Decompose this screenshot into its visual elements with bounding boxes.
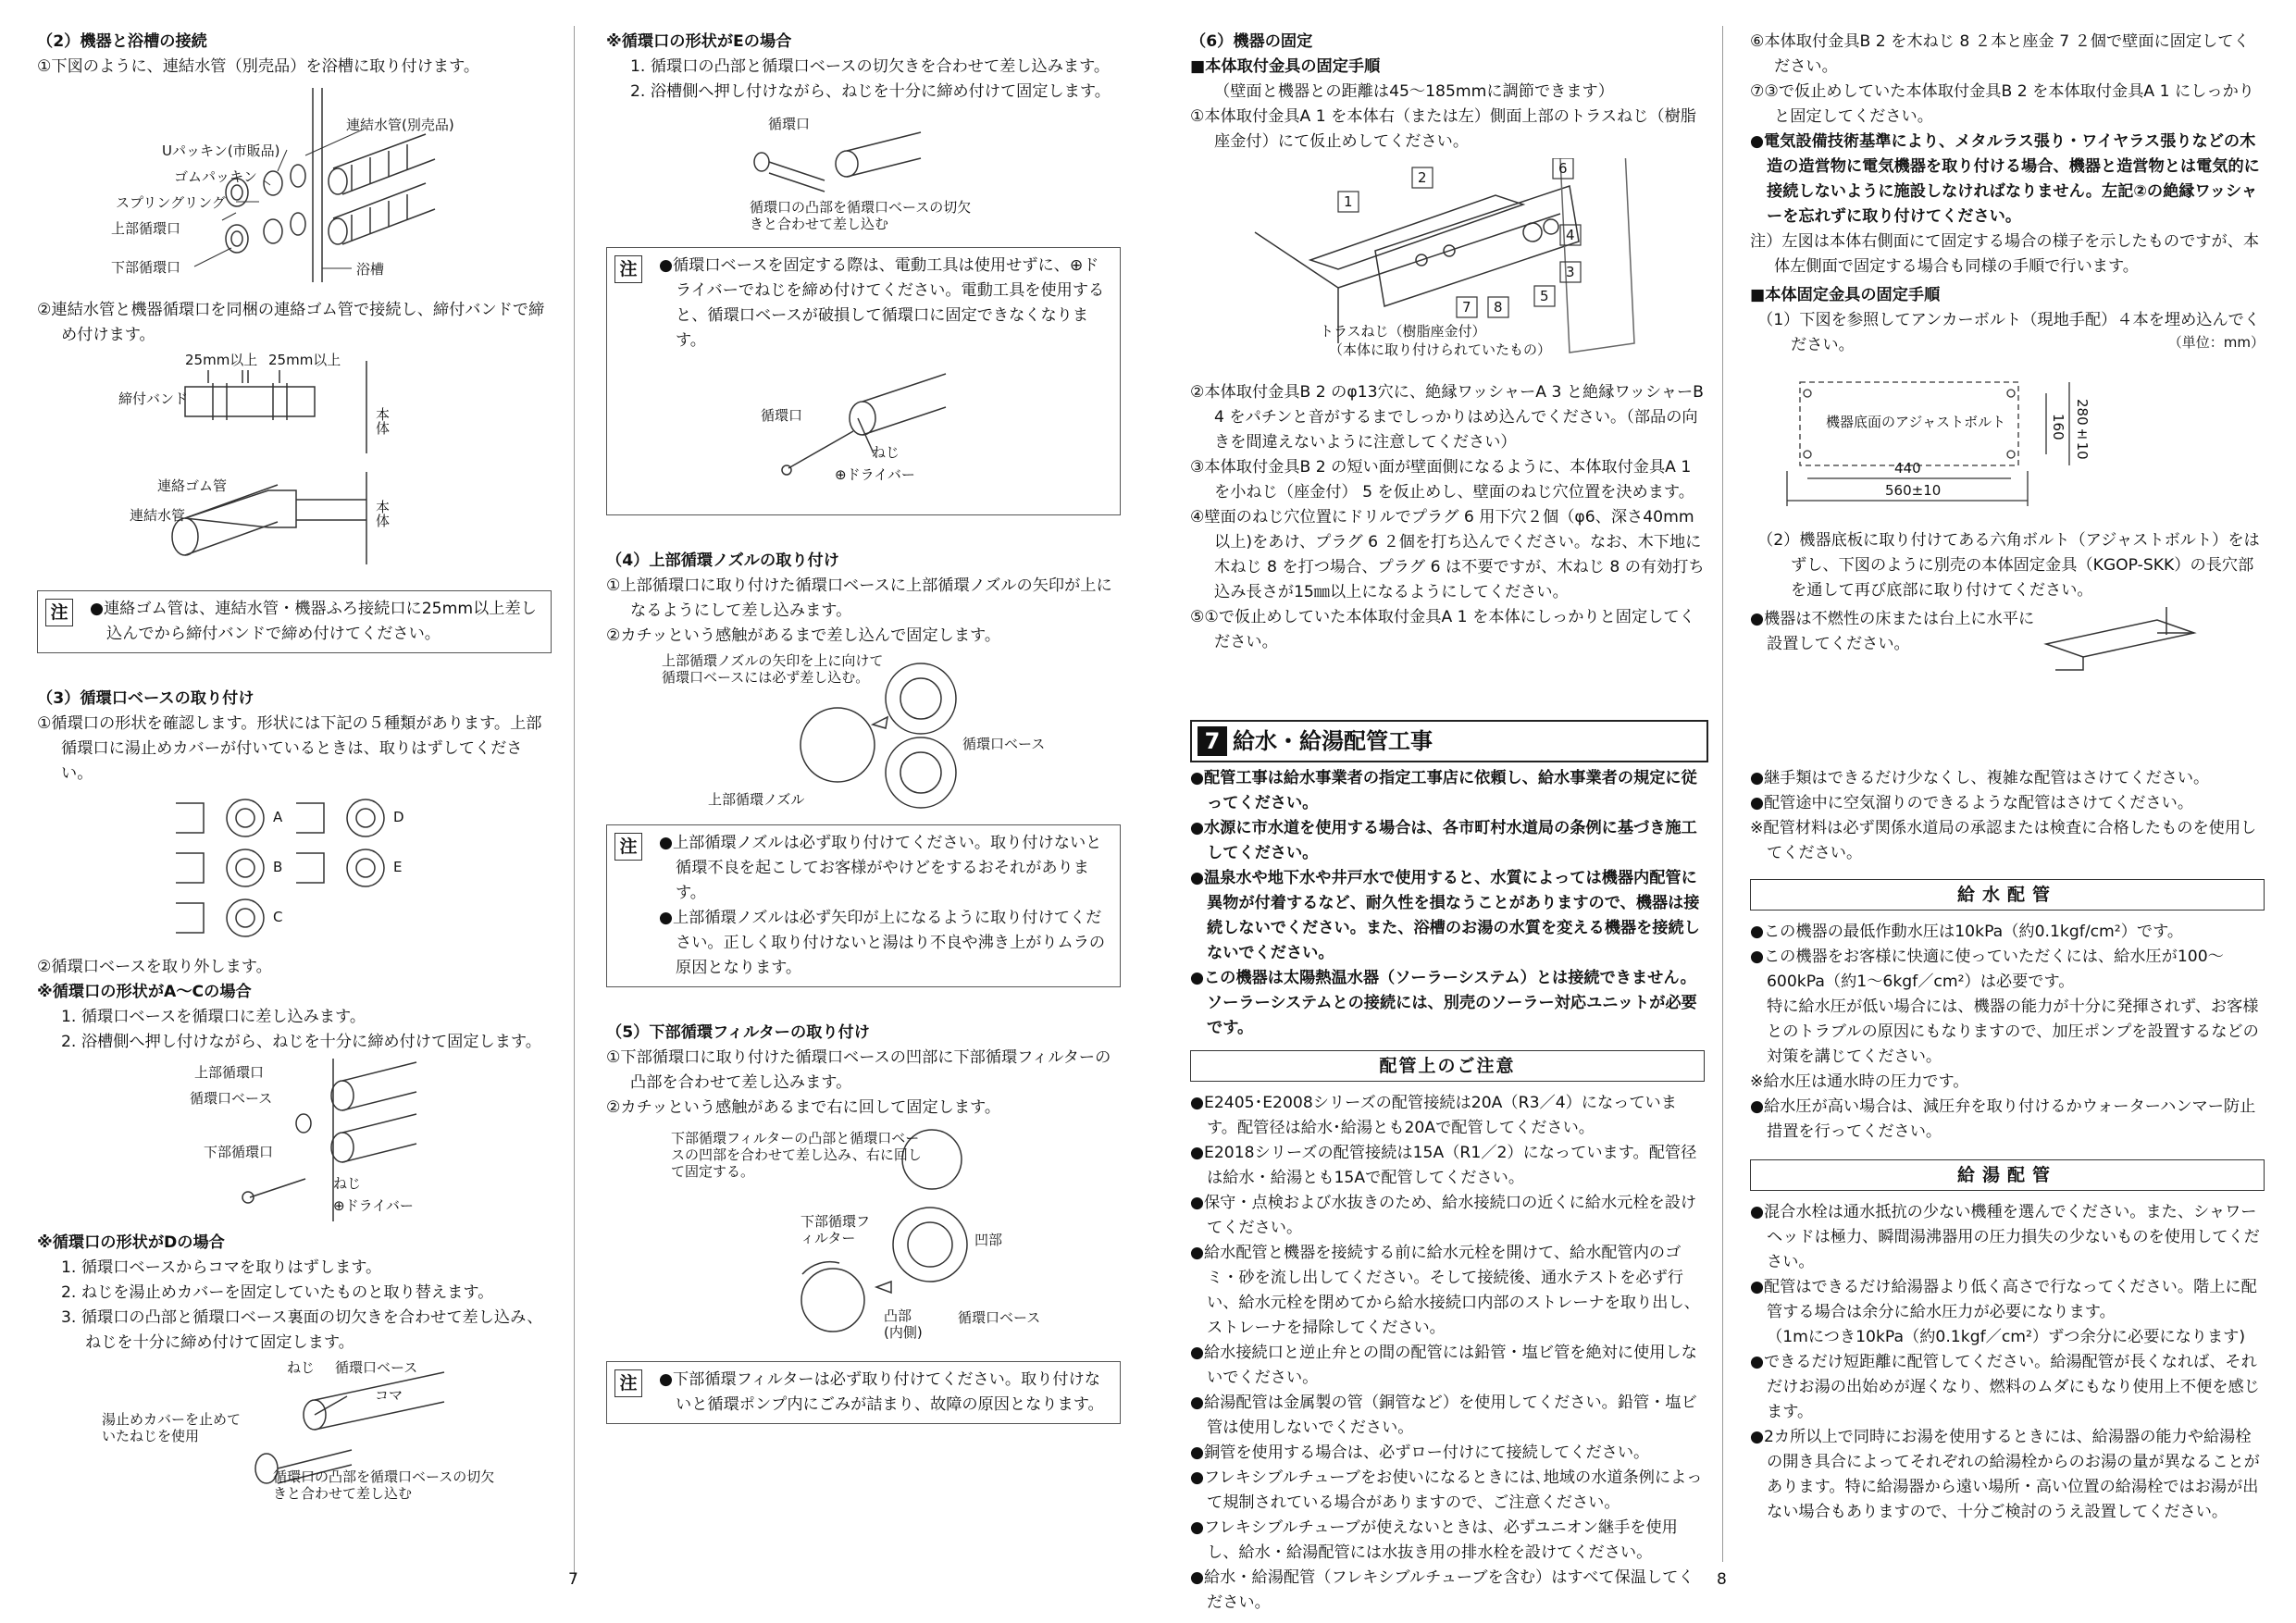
- label-port: 循環口: [768, 116, 811, 132]
- step-text: ③本体取付金具B 2 の短い面が壁面側になるように、本体取付金具A 1 を小ねじ（座金付） 5 を仮止めし、壁面のねじ穴位置を決めます。: [1190, 458, 1694, 502]
- floor-note: ●機器は不燃性の床または台上に水平に設置してください。: [1750, 610, 2035, 653]
- label-band: 締付バンド: [118, 390, 189, 407]
- step-text: ①上部循環口に取り付けた循環口ベースに上部循環ノズルの矢印が上になるようにして差し込みます。: [606, 576, 1112, 620]
- anchor-plan-figure: [1750, 334, 2265, 519]
- label-base: 循環口ベース: [190, 1090, 273, 1107]
- label-renketsu2: 連結水管: [130, 507, 186, 524]
- label-koma: コマ: [375, 1387, 403, 1404]
- step-text: ④壁面のねじ穴位置にドリルでプラグ 6 用下穴２個（φ6、深さ40mm以上)をあけ、プラグ 6 ２個を打ち込んでください。なお、木下地に木ねじ 8 を打つ場合、プラグ 6 は不要ですが、木ねじ 8 の有効打ち込み長さが15㎜以上になるようにしてください。: [1190, 508, 1705, 601]
- caution-item: ●E2018シリーズの配管接続は15A（R1／2）になっています。配管径は給水・給湯とも15Aで配管してください。: [1190, 1144, 1697, 1187]
- box-heading: 配管上のご注意: [1190, 1050, 1705, 1082]
- note-text: ●循環口ベースを固定する際は、電動工具は使用せずに、⊕ドライバーでねじを締め付けてください。電動工具を使用すると、循環口ベースが破損して循環口に固定できなくなります。: [659, 256, 1105, 350]
- step-text: ①本体取付金具A 1 を本体右（または左）側面上部のトラスねじ（樹脂座金付）にて仮止めしてください。: [1190, 107, 1696, 151]
- dim-560: 560±10: [1885, 482, 1942, 499]
- step-text: 2. ねじを湯止めカバーを固定していたものと取り替えます。: [61, 1283, 494, 1302]
- step-text: ⑤①で仮止めしていた本体取付金具A 1 を本体にしっかりと固定してください。: [1190, 608, 1695, 651]
- page7-left-column: [37, 30, 552, 1517]
- subheading: ■本体固定金具の固定手順: [1750, 286, 1941, 304]
- section-title: 給水・給湯配管工事: [1233, 727, 1433, 754]
- step-text: 3. 循環口の凸部と循環口ベース裏面の切欠きを合わせて差し込み、ねじを十分に締め付けて固定します。: [61, 1308, 543, 1352]
- step-text: 1. 循環口ベースを循環口に差し込みます。: [61, 1008, 366, 1026]
- shape-label-d: D: [393, 809, 404, 825]
- step-text: ②連結水管と機器循環口を同梱の連絡ゴム管で接続し、締付バンドで締め付けます。: [37, 301, 545, 344]
- page8-top-left: [1190, 30, 1705, 655]
- note-text: ●上部循環ノズルは必ず取り付けてください。取り付けないと循環不良を起こしてお客様がやけどをするおそれがあります。: [659, 834, 1102, 902]
- water-item: ●この機器の最低作動水圧は10kPa（約0.1kgf/cm²）です。: [1750, 923, 2184, 941]
- anchor-plan-drawing: [1750, 362, 2265, 519]
- hot-water-item: ●できるだけ短距離に配管してください。給湯配管が長くなれば、それだけお湯の出始めが遅くなり、燃料のムダにもなり使用上不便を感じます。: [1750, 1353, 2260, 1421]
- label-nozzle: 上部循環ノズル: [708, 791, 805, 808]
- shape-label-b: B: [273, 859, 283, 875]
- step-text: ⑥本体取付金具B 2 を木ねじ 8 ２本と座金 7 ２個で壁面に固定してください。: [1750, 32, 2250, 76]
- port-shapes-figure: [37, 790, 552, 946]
- caution-item: ●フレキシブルチューブをお使いになるときには､地域の水道条例によって規制されている場合がありますので、ご注意ください。: [1190, 1468, 1703, 1512]
- subheading: ※循環口の形状がA～Cの場合: [37, 983, 252, 1001]
- bathtub-connection-figure: [37, 83, 552, 289]
- note-text: 注）左図は本体右側面にて固定する場合の様子を示したものですが、本体左側面で固定する場合も同様の手順で行います。: [1750, 232, 2260, 276]
- shape-label-e: E: [393, 859, 403, 875]
- note-text: ●連絡ゴム管は、連結水管・機器ふろ接続口に25mm以上差し込んでから締付バンドで締め付けてください。: [90, 600, 537, 643]
- step-text: ②カチッという感触があるまで右に回して固定します。: [606, 1098, 1001, 1117]
- label-upper: 上部循環口: [194, 1064, 265, 1081]
- base-mount-drawing: [37, 1059, 552, 1221]
- page-8: [1148, 0, 2296, 1623]
- subheading: ※循環口の形状がDの場合: [37, 1233, 225, 1252]
- hot-water-item: ●混合水栓は通水抵抗の少ない機種を選んでください。また、シャワーヘッドは極力、瞬間湯沸器用の圧力損失の少ないものを使用してください。: [1750, 1203, 2260, 1271]
- step-text: ⑦③で仮止めしていた本体取付金具B 2 を本体取付金具A 1 にしっかりと固定してください。: [1750, 82, 2254, 126]
- label-upper: 上部循環口: [111, 220, 181, 237]
- section-number: 7: [1198, 726, 1227, 756]
- step-text: ②カチッという感触があるまで差し込んで固定します。: [606, 626, 1001, 645]
- label-caption: 循環口の凸部を循環口ベースの切欠きと合わせて差し込む: [750, 199, 972, 232]
- caution-item: ※配管材料は必ず関係水道局の承認または検査に合格したものを使用してください。: [1750, 819, 2257, 862]
- section-title: （4）上部循環ノズルの取り付け: [606, 551, 839, 570]
- section-title: （3）循環口ベースの取り付け: [37, 689, 254, 708]
- part-4: 4: [1566, 227, 1575, 243]
- section-title: （2）機器と浴槽の接続: [37, 32, 207, 51]
- page8-bottom-left: [1190, 766, 1705, 1616]
- floor-figure: [1750, 607, 2265, 681]
- label-totsu: 凸部(内側): [884, 1307, 923, 1341]
- caution-item: ●銅管を使用する場合は、必ずロー付けにて接続してください。: [1190, 1443, 1650, 1462]
- label-oubu: 凹部: [974, 1232, 1003, 1248]
- page-number: 7: [568, 1570, 578, 1589]
- part-2: 2: [1418, 169, 1427, 186]
- label-base: 循環口ベース: [962, 736, 1046, 752]
- caution-item: ●継手類はできるだけ少なくし、複雑な配管はさけてください。: [1750, 769, 2210, 787]
- unit-label: （単位：mm）: [2167, 334, 2265, 351]
- label-neji: ねじ: [333, 1175, 362, 1192]
- water-item: ※給水圧は通水時の圧力です。: [1750, 1072, 1969, 1091]
- label-caption: 循環口の凸部を循環口ベースの切欠きと合わせて差し込む: [273, 1468, 495, 1502]
- label-base: 循環口ベース: [335, 1359, 418, 1376]
- bracket-figure: [1190, 158, 1705, 371]
- caution-note: [37, 590, 552, 653]
- caution-item: ●給湯配管は金属製の管（銅管など）を使用してください。鉛管・塩ビ管は使用しないでください。: [1190, 1394, 1697, 1437]
- port-shapes-drawing: [37, 790, 552, 946]
- shape-label-a: A: [273, 809, 283, 825]
- label-driver: ⊕ドライバー: [835, 466, 915, 483]
- note-text: ●下部循環フィルターは必ず取り付けてください。取り付けないと循環ポンプ内にごみが詰まり、故障の原因となります。: [659, 1370, 1104, 1414]
- part-1: 1: [1344, 193, 1353, 210]
- label-lower: 下部循環口: [204, 1144, 274, 1160]
- warning-text: ●電気設備技術基準により、メタルラス張り・ワイヤラス張りなどの木造の造営物に電気機器を取り付ける場合、機器と造営物とは電気的に接続しないように施設しなければなりません。左記②の絶縁ワッシャーを忘れずに取り付けてください。: [1750, 132, 2260, 226]
- label-renraku: 連絡ゴム管: [157, 477, 228, 494]
- part-3: 3: [1566, 264, 1575, 280]
- caution-note: [606, 824, 1121, 987]
- part-6: 6: [1558, 160, 1568, 177]
- note-text: ●上部循環ノズルは必ず矢印が上になるように取り付けてください。正しく取り付けないと湯はり不良や沸き上がりムラの原因となります。: [659, 909, 1106, 977]
- shape-label-c: C: [273, 909, 283, 925]
- hose-connection-drawing: [37, 352, 552, 581]
- warning-text: ●配管工事は給水事業者の指定工事店に依頼し、給水事業者の規定に従ってください。: [1190, 769, 1697, 812]
- warning-text: ●この機器は太陽熱温水器（ソーラーシステム）とは接続できません。ソーラーシステムとの接続には、別売のソーラー対応ユニットが必要です。: [1190, 969, 1697, 1037]
- caution-item: ●給水接続口と逆止弁との間の配管には鉛管・塩ビ管を絶対に使用しないでください。: [1190, 1344, 1697, 1387]
- hot-water-item: ●配管はできるだけ給湯器より低く高さで行なってください。階上に配管する場合は余分に給水圧力が必要になります。: [1750, 1278, 2257, 1321]
- distance-note: （壁面と機器との距離は45～185mmに調節できます）: [1214, 82, 1614, 101]
- caution-note: [606, 1361, 1121, 1424]
- label-cover: 湯止めカバーを止めていたねじを使用: [102, 1411, 242, 1444]
- section-7-heading: [1190, 720, 1708, 762]
- warning-text: ●温泉水や地下水や井戸水で使用すると、水質によっては機器内配管に異物が付着するなど、耐久性を損なうことがありますので、機器は接続しないでください。また、浴槽のお湯の水質を変える機器を接続しないでください。: [1190, 869, 1700, 962]
- label-body2: 本体: [374, 500, 391, 527]
- label-filter: 下部循環フィルター: [800, 1213, 871, 1246]
- caution-item: ●給水・給湯配管（フレキシブルチューブを含む）はすべて保温してください。: [1190, 1568, 1694, 1612]
- step-text: 2. 浴槽側へ押し付けながら、ねじを十分に締め付けて固定します。: [630, 82, 1111, 101]
- section-title: （5）下部循環フィルターの取り付け: [606, 1023, 870, 1042]
- part-8: 8: [1494, 299, 1503, 316]
- step-text: （2）機器底板に取り付けてある六角ボルト（アジャストボルト）をはずし、下図のように別売の本体固定金具（KGOP-SKK）の長穴部を通して再び底部に取り付けてください。: [1757, 531, 2260, 600]
- label-port: 循環口: [761, 407, 803, 424]
- label-lower: 下部循環口: [111, 259, 181, 276]
- part-7: 7: [1462, 299, 1471, 316]
- caution-item: ●E2405･E2008シリーズの配管接続は20A（R3／4）になっています。配管径は給水･給湯とも20Aで配管してください。: [1190, 1094, 1677, 1137]
- step-text: ①下部循環口に取り付けた循環口ベースの凹部に下部循環フィルターの凸部を合わせて差し込みます。: [606, 1048, 1111, 1092]
- dim-280: 280±10: [2074, 399, 2091, 460]
- label-body: 本体: [374, 407, 391, 435]
- step-text: 2. 浴槽側へ押し付けながら、ねじを十分に締め付けて固定します。: [61, 1033, 541, 1051]
- step-text: ①下図のように、連結水管（別売品）を浴槽に取り付けます。: [37, 57, 480, 76]
- label-gomu: ゴムパッキン: [174, 168, 257, 185]
- water-item: ●この機器をお客様に快適に使っていただくには、給水圧が100～600kPa（約1～6kgf／cm²）は必要です。: [1750, 948, 2224, 991]
- step-text: 1. 循環口の凸部と循環口ベースの切欠きを合わせて差し込みます。: [630, 57, 1111, 76]
- label-truss: トラスねじ（樹脂座金付）: [1320, 323, 1486, 340]
- hose-connection-figure: [37, 352, 552, 581]
- filter-figure: [606, 1124, 1121, 1352]
- label-neji: ねじ: [287, 1359, 316, 1376]
- label-renketsu: 連結水管(別売品): [346, 117, 454, 133]
- label-25mm-left: 25mm以上: [185, 352, 258, 368]
- caution-item: ●給水配管と機器を接続する前に給水元栓を開けて、給水配管内のゴミ・砂を流し出してください。そして接続後、通水テストを必ず行い、給水元栓を閉めてから給水接続口内部のストレーナを取り出し、ストレーナを掃除してください。: [1190, 1244, 1700, 1337]
- label-bolt: 機器底面のアジャストボルト: [1826, 414, 2006, 430]
- step-text: ②本体取付金具B 2 のφ13穴に、絶縁ワッシャーA 3 と絶縁ワッシャーB 4 をパチンと音がするまでしっかりはめ込んでください。（部品の向きを間違えないように注意してください）: [1190, 383, 1704, 452]
- caution-mark: 注: [45, 599, 73, 626]
- subheading: ※循環口の形状がEの場合: [606, 32, 792, 51]
- caution-mark: 注: [614, 1369, 642, 1397]
- step-text: 1. 循環口ベースからコマを取りはずします。: [61, 1258, 382, 1277]
- label-base: 循環口ベース: [958, 1309, 1041, 1326]
- label-driver: ⊕ドライバー: [333, 1197, 414, 1214]
- label-spring: スプリングリング: [116, 194, 226, 211]
- caution-item: ●保守・点検および水抜きのため、給水接続口の近くに給水元栓を設けてください。: [1190, 1194, 1697, 1237]
- label-yokuso: 浴槽: [356, 261, 385, 278]
- label-upacking: Uパッキン(市販品): [162, 142, 280, 159]
- box-heading: 給湯配管: [1750, 1159, 2265, 1191]
- page8-top-right: [1750, 30, 2265, 690]
- label-25mm-right: 25mm以上: [268, 352, 341, 368]
- caution-item: ●配管途中に空気溜りのできるような配管はさけてください。: [1750, 794, 2194, 812]
- dim-440: 440: [1894, 460, 1921, 477]
- subheading: ■本体取付金具の固定手順: [1190, 57, 1381, 76]
- nozzle-figure: [606, 652, 1121, 815]
- step-text: ①循環口の形状を確認します。形状には下記の５種類があります。上部循環口に湯止めカバーが付いているときは、取りはずしてください。: [37, 714, 542, 783]
- label-neji: ねじ: [872, 444, 900, 461]
- bathtub-connection-drawing: [37, 83, 552, 289]
- warning-text: ●水源に市水道を使用する場合は、各市町村水道局の条例に基づき施工してください。: [1190, 819, 1697, 862]
- type-e-figure: [606, 108, 1121, 238]
- page8-bottom-right: [1750, 766, 2265, 1525]
- label-caption: 下部循環フィルターの凸部と循環口ベースの凹部を合わせて差し込み、右に回して固定する。: [671, 1130, 922, 1180]
- part-5: 5: [1540, 288, 1549, 304]
- hot-water-item: （1mにつき10kPa（約0.1kgf／cm²）ずつ余分に必要になります): [1767, 1328, 2246, 1346]
- label-caption: 上部循環ノズルの矢印を上に向けて循環口ベースには必ず差し込む。: [662, 652, 884, 686]
- caution-mark: 注: [614, 255, 642, 283]
- step-text: ②循環口ベースを取り外します。: [37, 958, 272, 976]
- type-d-figure: [37, 1359, 552, 1507]
- dim-160: 160: [2050, 414, 2066, 440]
- page7-right-column: [606, 30, 1121, 1437]
- hot-water-item: ●2カ所以上で同時にお湯を使用するときには、給湯器の能力や給湯栓の開き具合によってそれぞれの給湯栓からのお湯の量が異なることがあります。特に給湯器から遠い場所・高い位置の給湯栓ではお湯が出ない場合もありますので、十分ご検討のうえ設置してください。: [1750, 1428, 2260, 1521]
- step-text: （1）下図を参照してアンカーボルト（現地手配）４本を埋め込んでください。: [1757, 311, 2261, 354]
- driver-figure: [659, 361, 1112, 500]
- caution-item: ●フレキシブルチューブが使えないときは、必ずユニオン継手を使用し、給水・給湯配管には水抜き用の排水栓を設けてください。: [1190, 1518, 1678, 1562]
- box-heading: 給水配管: [1750, 879, 2265, 911]
- caution-mark: 注: [614, 833, 642, 861]
- caution-note: [606, 247, 1121, 515]
- water-item: 特に給水圧が低い場合には、機器の能力が十分に発揮されず、お客様とのトラブルの原因にもなりますので、加圧ポンプを設置するなどの対策を講じてください。: [1767, 997, 2259, 1066]
- page-number: 8: [1717, 1570, 1727, 1589]
- label-truss2: （本体に取り付けられていたもの）: [1329, 341, 1552, 358]
- base-mount-figure: [37, 1059, 552, 1221]
- water-item: ●給水圧が高い場合は、減圧弁を取り付けるかウォーターハンマー防止措置を行ってください。: [1750, 1097, 2256, 1141]
- section-title: （6）機器の固定: [1190, 32, 1313, 51]
